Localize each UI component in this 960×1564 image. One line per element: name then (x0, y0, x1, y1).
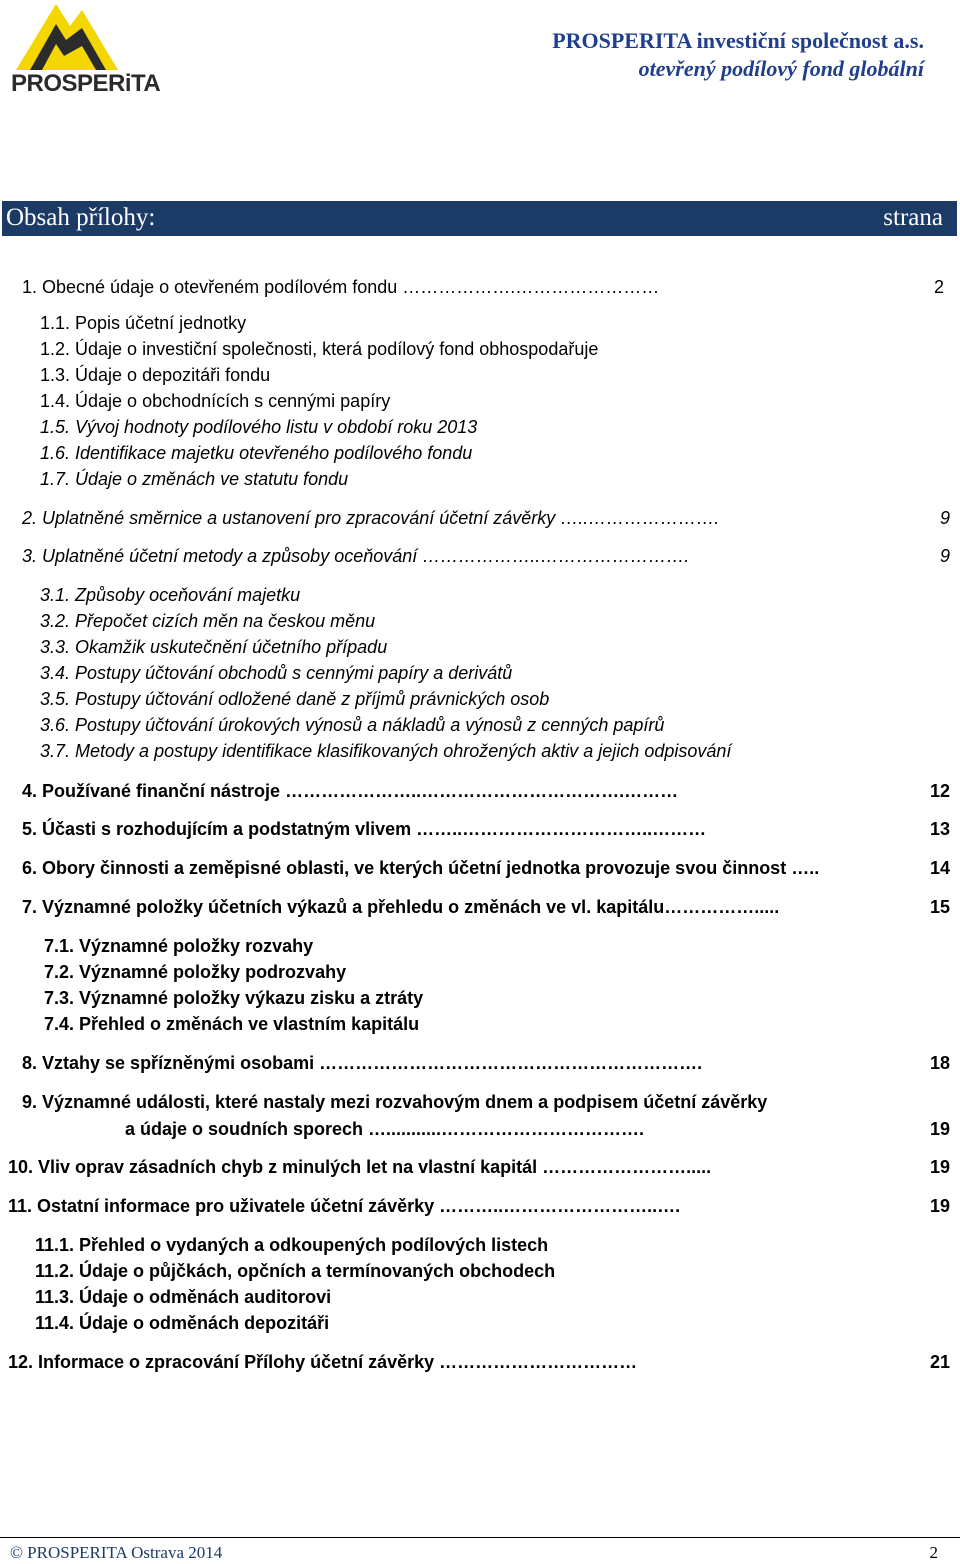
toc-page-number: 21 (929, 1352, 950, 1372)
document-header (552, 27, 924, 83)
footer-copyright: © PROSPERITA Ostrava 2014 (10, 1543, 223, 1562)
toc-entry[interactable]: 3.1. Způsoby oceňování majetku (40, 585, 301, 605)
toc-entry[interactable]: 10. Vliv oprav zásadních chyb z minulých let na vlastní kapitál ……………………..... (8, 1157, 712, 1177)
company-name: PROSPERITA investiční společnost a.s. (552, 28, 924, 53)
toc-entry[interactable]: 1.4. Údaje o obchodnících s cennými papíry (40, 391, 391, 411)
toc-page-number: 15 (929, 897, 950, 917)
toc-entry[interactable]: 11.4. Údaje o odměnách depozitáři (35, 1313, 330, 1333)
toc-entry[interactable]: 7.4. Přehled o změnách ve vlastním kapitálu (44, 1014, 420, 1034)
footer-divider (0, 1537, 960, 1538)
page-column-label: strana (883, 204, 943, 231)
toc-entry[interactable]: 6. Obory činnosti a zeměpisné oblasti, ve kterých účetní jednotka provozuje svou činnost ….. (22, 858, 820, 878)
toc-entry[interactable]: 1.2. Údaje o investiční společnosti, která podílový fond obhospodařuje (40, 339, 599, 359)
toc-entry[interactable]: 7.3. Významné položky výkazu zisku a ztráty (44, 988, 424, 1008)
toc-entry[interactable]: 1.6. Identifikace majetku otevřeného podílového fondu (40, 443, 473, 463)
toc-entry[interactable]: 9. Významné události, které nastaly mezi rozvahovým dnem a podpisem účetní závěrky (22, 1092, 768, 1112)
toc-entry[interactable]: 1.3. Údaje o depozitáři fondu (40, 365, 271, 385)
toc-page-number: 14 (929, 858, 950, 878)
toc-entry[interactable]: 1. Obecné údaje o otevřeném podílovém fondu ……………….…………………… (22, 277, 660, 297)
toc-page-number: 2 (933, 277, 944, 297)
toc-entry[interactable]: 3.2. Přepočet cizích měn na českou měnu (40, 611, 376, 631)
toc-entry[interactable]: 11.1. Přehled o vydaných a odkoupených podílových listech (35, 1235, 549, 1255)
contents-banner (2, 201, 957, 236)
toc-entry-continuation[interactable]: a údaje o soudních sporech …...........……………………………. (125, 1119, 645, 1139)
toc-entry[interactable]: 11.3. Údaje o odměnách auditorovi (35, 1287, 332, 1307)
toc-entry[interactable]: 11.2. Údaje o půjčkách, opčních a termínovaných obchodech (35, 1261, 556, 1281)
toc-entry[interactable]: 8. Vztahy se spřízněnými osobami ………………………………………………………. (22, 1053, 703, 1073)
toc-entry[interactable]: 1.7. Údaje o změnách ve statutu fondu (40, 469, 349, 489)
toc-entry[interactable]: 4. Používané finanční nástroje …………………..…………………………….……… (22, 781, 679, 801)
toc-entry[interactable]: 3.4. Postupy účtování obchodů s cennými papíry a derivátů (40, 663, 513, 683)
toc-page-number: 9 (939, 546, 950, 566)
toc-page-number: 18 (929, 1053, 950, 1073)
toc-entry[interactable]: 12. Informace o zpracování Přílohy účetní závěrky …………………………… (8, 1352, 638, 1372)
toc-page-number: 19 (929, 1119, 950, 1139)
toc-entry[interactable]: 7.1. Významné položky rozvahy (44, 936, 314, 956)
toc-entry[interactable]: 3.7. Metody a postupy identifikace klasifikovaných ohrožených aktiv a jejich odpisování (40, 741, 732, 761)
contents-title: Obsah přílohy: (6, 204, 156, 231)
toc-entry[interactable]: 2. Uplatněné směrnice a ustanovení pro zpracování účetní závěrky …..…………………. (22, 508, 720, 528)
toc-entry[interactable]: 1.5. Vývoj hodnoty podílového listu v období roku 2013 (40, 417, 478, 437)
toc-entry[interactable]: 7. Významné položky účetních výkazů a přehledu o změnách ve vl. kapitálu……………..... (22, 897, 780, 917)
mountain-logo-icon (8, 0, 176, 72)
toc-entry[interactable]: 3.5. Postupy účtování odložené daně z příjmů právnických osob (40, 689, 550, 709)
toc-entry[interactable]: 1.1. Popis účetní jednotky (40, 313, 247, 333)
prosperita-logo (8, 0, 176, 100)
toc-entry[interactable]: 3. Uplatněné účetní metody a způsoby oceňování ………………..……………………. (22, 546, 690, 566)
toc-entry[interactable]: 5. Účasti s rozhodujícím a podstatným vlivem ……..…………………………..……… (22, 819, 707, 839)
toc-page-number: 19 (929, 1196, 950, 1216)
logo-wordmark: PROSPERiTA (11, 70, 161, 97)
fund-name: otevřený podílový fond globální (638, 56, 924, 81)
toc-page-number: 19 (929, 1157, 950, 1177)
toc-page-number: 13 (929, 819, 950, 839)
toc-entry[interactable]: 11. Ostatní informace pro uživatele účetní závěrky ………..……………………..…. (8, 1196, 681, 1216)
toc-entry[interactable]: 3.3. Okamžik uskutečnění účetního případu (40, 637, 388, 657)
toc-entry[interactable]: 7.2. Významné položky podrozvahy (44, 962, 347, 982)
toc-entry[interactable]: 3.6. Postupy účtování úrokových výnosů a nákladů a výnosů z cenných papírů (40, 715, 665, 735)
footer-page-number: 2 (929, 1543, 938, 1562)
toc-page-number: 12 (929, 781, 950, 801)
toc-page-number: 9 (939, 508, 950, 528)
